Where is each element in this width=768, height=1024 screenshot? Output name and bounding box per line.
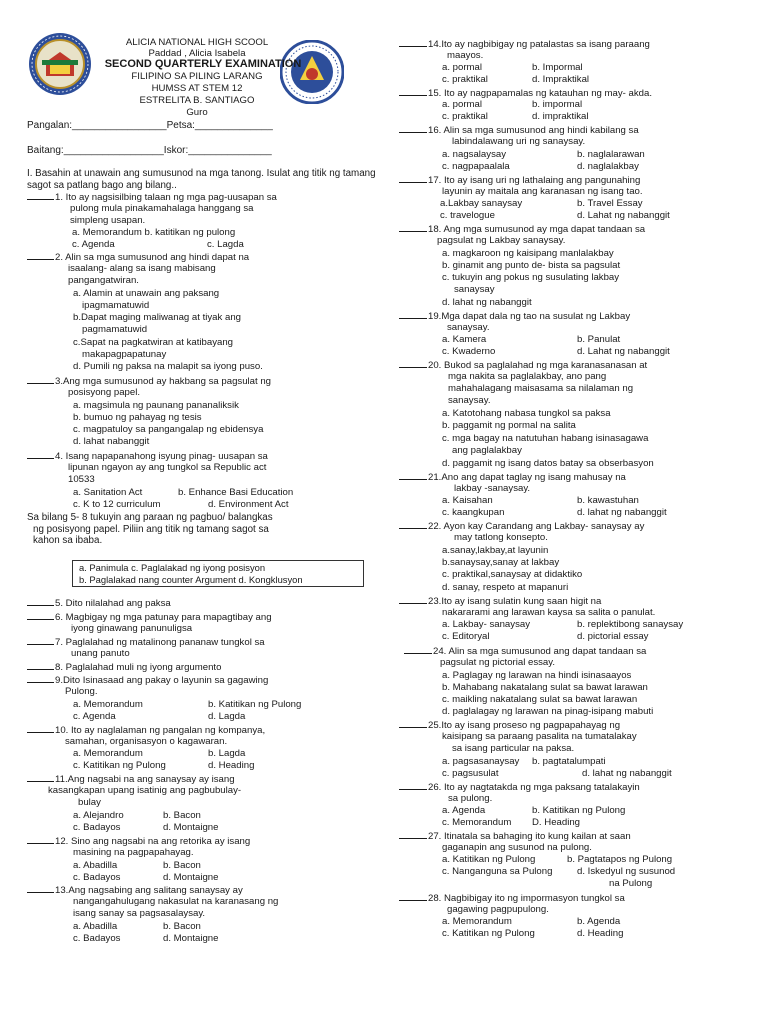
question-22-cont: may tatlong konsepto. xyxy=(454,532,548,543)
option-a: a.sanay,lakbay,at layunin xyxy=(442,545,549,556)
option-b: b.Dapat maging maliwanag at tiyak ang xyxy=(73,312,241,323)
subject-title: FILIPINO SA PILING LARANG xyxy=(131,71,263,82)
question-3-cont: posisyong papel. xyxy=(68,387,141,398)
question-25-cont: sa isang particular na paksa. xyxy=(452,743,575,754)
question-28-cont: gagawing pagpupulong. xyxy=(447,904,549,915)
answer-blank[interactable] xyxy=(399,830,427,839)
option-c-cont: makapagpapatunay xyxy=(82,349,167,360)
question-2-cont: pangangatwiran. xyxy=(68,275,139,286)
question-24: 24. Alin sa mga sumusunod ang dapat tandaan sa xyxy=(404,645,646,658)
option-a: a. Paglagay ng larawan na hindi isinasaayos xyxy=(442,670,632,681)
question-2-cont: isaalang- alang sa isang mabisang xyxy=(68,263,216,274)
answer-blank[interactable] xyxy=(399,595,427,604)
choices-box xyxy=(72,560,364,587)
option-b: b. ginamit ang punto de- bista sa pagsulat xyxy=(442,260,621,271)
question-7: 7. Paglalahad ng matalinong pananaw tungkol sa xyxy=(27,636,265,649)
question-14-cont: maayos. xyxy=(447,50,484,61)
option-c: c. magpatuloy sa pangangalap ng ebidensya xyxy=(73,424,264,435)
question-11: 11.Ang nagsabi na ang sanaysay ay isang xyxy=(27,773,235,786)
question-1-cont: pulong mula pinakamahalaga hanggang sa xyxy=(70,203,254,214)
question-3: 3.Ang mga sumusunod ay hakbang sa pagsulat ng xyxy=(27,375,271,388)
answer-blank[interactable] xyxy=(27,636,54,645)
question-15: 15. Ito ay nagpapamalas ng katauhan ng may- akda. xyxy=(399,87,652,100)
question-18: 18. Ang mga sumusunod ay mga dapat tandaan sa xyxy=(399,223,645,236)
answer-blank[interactable] xyxy=(399,359,427,368)
question-4-cont: lipunan ngayon ay ang tungkol sa Republic act xyxy=(68,462,267,473)
question-13: 13.Ang nagsabing ang salitang sanaysay ay xyxy=(27,884,243,897)
option-a: a. Alamin at unawain ang paksang xyxy=(73,288,220,299)
question-9: 9.Dito Isinasaad ang pakay o layunin sa gagawing xyxy=(27,674,268,687)
option-c: c. mga bagay na natutuhan habang isinasagawa xyxy=(442,433,649,444)
answer-blank[interactable] xyxy=(27,661,54,670)
option-a: a. magkaroon ng kaisipang manlalakbay xyxy=(442,248,614,259)
question-1-cont: simpleng usapan. xyxy=(70,215,146,226)
name-date-field[interactable]: Pangalan:_________________Petsa:______________ xyxy=(27,120,273,131)
question-7-cont: unang panuto xyxy=(71,648,130,659)
answer-blank[interactable] xyxy=(399,38,427,47)
answer-blank[interactable] xyxy=(27,597,54,606)
answer-blank[interactable] xyxy=(27,674,54,683)
answer-blank[interactable] xyxy=(399,174,427,183)
answer-blank[interactable] xyxy=(27,835,54,844)
option-a-cont: ipagmamatuwid xyxy=(82,300,150,311)
question-20: 20. Bukod sa paglalahad ng mga karanasanasan at xyxy=(399,359,647,372)
question-20-cont: mga nakita sa paglalakbay, ano pang xyxy=(448,371,607,382)
answer-blank[interactable] xyxy=(404,645,432,654)
choices-line-2: b. Paglalakad nang counter Argument d. Kongklusyon xyxy=(79,573,303,585)
question-21: 21.Ano ang dapat taglay ng isang mahusay na xyxy=(399,471,626,484)
choices-line-1: a. Panimula c. Paglalakad ng iyong posisyon xyxy=(79,562,266,573)
question-5: 5. Dito nilalahad ang paksa xyxy=(27,597,171,610)
exam-page: ALICIA NATIONAL HIGH SCOOL Paddad , Alicia Isabela SECOND QUARTERLY EXAMINATION FILIPINO SA PILING LARANG HUMSS AT STEM 12 ESTRELITA B. SANTIAGO Guro Pangalan:_________________Petsa:______________ Baitang:__________________Iskor:_______________ I. Basahin at unawain ang sumusunod na mga tanong. Isulat ang titik ng tamang sagot sa patlang bago ang bilang.. 1. Ito ay nagsisilbing talaan ng mga pag-uusapan sa pulong mula pinakamahalaga hanggang sa simpleng usapan. a. Memorandum b. katitikan ng pulong c. Agenda c. Lagda 2. Alin sa mga sumusunod ang hindi dapat na isaalang- alang sa isang mabisang pangangatwiran. a. Alamin at unawain ang paksang ipagmamatuwid b.Dapat maging maliwanag at tiyak ang pagmamatuwid c.Sapat na pagkatwiran at katibayang makapagpapatunay d. Pumili ng paksa na malapit sa iyong puso. 3.Ang mga sumusunod ay hakbang sa pagsulat ng posisyong papel. a. magsimula ng paunang pananaliksik b. bumuo ng pahayag ng tesis c. magpatuloy sa pangangalap ng ebidensya d. lahat nabanggit 4. Isang napapanahong isyung pinag- uusapan sa lipunan ngayon ay ang tungkol sa Republic act 10533 a. Sanitation Act b. Enhance Basi Education c. K to 12 curriculum d. Environment Act Sa bilang 5- 8 tukuyin ang paraan ng pagbuo/ balangkas ng posisyong papel. Piliin ang titik ng tamang sagot sa kahon sa ibaba. a. Panimula c. Paglalakad ng iyong posisyon b. Paglalakad nang counter Argument d. Kongklusyon 5. Dito nilalahad ang paksa 6. Magbigay ng mga patunay para mapagtibay ang iyong ginawang panunuligsa 7. Paglalahad ng matalinong pananaw tungkol sa unang panuto 8. Paglalahad muli ng iyong argumento 9.Dito Isinasaad ang pakay o layunin sa gagawing Pulong. a. Memorandum b. Katitikan ng Pulong c. Agenda d. Lagda 10. Ito ay naglalaman ng pangalan ng kompanya, samahan, organisasyon o kagawaran. a. Memorandum b. Lagda c. Katitikan ng Pulong d. Heading 11.Ang nagsabi na ang sanaysay ay isang kasangkapan upang isatinig ang pagbubulay- bulay a. Alejandro b. Bacon c. Badayos d. Montaigne 12. Sino ang nagsabi na ang retorika ay isang masining na pagpapahayag. a. Abadilla b. Bacon c. Badayos d. Montaigne 13.Ang nagsabing ang salitang sanaysay ay nangangahulugang nakasulat na karanasang ng isang sanay sa pagsasalaysay. a. Abadilla b. Bacon c. Badayos d. Montaigne 14.Ito ay nagbibigay ng patalastas sa isang paraang maayos. a. pormal b. Impormal c. praktikal d. Impraktikal 15. Ito ay nagpapamalas ng katauhan ng may- akda. a. pormal b. impormal c. praktikal d. impraktikal 16. Alin sa mga sumusunod ang hindi kabilang sa labindalawang uri ng sanaysay. a. nagsalaysay b. naglalarawan c. nagpapaalala d. naglalakbay 17. Ito ay isang uri ng lathalaing ang pangunahing layunin ay maitala ang karanasan ng isang tao. a.Lakbay sanaysay b. Travel Essay c. travelogue d. Lahat ng nabanggit 18. Ang mga sumusunod ay mga dapat tandaan sa pagsulat ng Lakbay sanaysay. a. magkaroon ng kaisipang manlalakbay b. ginamit ang punto de- bista sa pagsulat c. tukuyin ang pokus ng susulating lakbay sanaysay d. lahat ng nabanggit 19.Mga dapat dala ng tao na susulat ng Lakbay sanaysay. a. Kamera b. Panulat c. Kwaderno d. Lahat ng nabanggit 20. Bukod sa paglalahad ng mga karanasanasan at mga nakita sa paglalakbay, ano pang mahahalagang maisasama sa nilalaman ng sanaysay. a. Katotohang nabasa tungkol sa paksa b. paggamit ng pormal na salita c. mga bagay na natutuhan habang isinasagawa ang paglalakbay d. paggamit ng isang datos batay sa obserbasyon 21.Ano ang dapat taglay ng isang mahusay na lakbay -sanaysay. a. Kaisahan b. kawastuhan c. kaangkupan d. lahat ng nabanggit 22. Ayon kay Carandang ang Lakbay- sanaysay ay may tatlong konsepto. a.sanay,lakbay,at layunin b.sanaysay,sanay at lakbay c. praktikal,sanaysay at didaktiko d. sanay, respeto at mapanuri 23.Ito ay isang sulatin kung saan higit na nakararami ang larawan kaysa sa salita o panulat. a. Lakbay- sanaysay b. replektibong sanaysay c. Editoryal d. pictorial essay 24. Alin sa mga sumusunod ang dapat tandaan sa pagsulat ng pictorial essay. a. Paglagay ng larawan na hindi isinasaayos b. Mahabang nakatalang sulat sa bawat larawan c. maikling nakatalang sulat sa bawat larawan d. paglalagay ng larawan na pinag-isipang mabuti 25.Ito ay isang proseso ng pagpapahayag ng kaisipang sa paraang pasalita na tumatalakay sa isang particular na paksa. a. pagsasanaysay b. pagtatalumpati c. pagsusulat d. lahat ng nabanggit 26. Ito ay nagtatakda ng mga paksang tatalakayin sa pulong. a. Agenda b. Katitikan ng Pulong c. Memorandum D. Heading 27. Itinatala sa bahaging ito kung kailan at saan gaganapin ang susunod na pulong. a. Katitikan ng Pulong b. Pagtatapos ng Pulong c. Nanganguna sa Pulong d. Iskedyul ng susunod na Pulong 28. Nagbibigay ito ng impormasyon tungkol sa gagawing pagpupulong. a. Memorandum b. Agenda c. Katitikan ng Pulong d. Heading xyxy=(0,0,768,1024)
answer-blank[interactable] xyxy=(27,884,54,893)
question-10-cont: samahan, organisasyon o kagawaran. xyxy=(65,736,228,747)
option-d: d. lahat ng nabanggit xyxy=(442,297,532,308)
option-b: b. bumuo ng pahayag ng tesis xyxy=(73,412,202,423)
option-d: d. paggamit ng isang datos batay sa obserbasyon xyxy=(442,458,654,469)
answer-blank[interactable] xyxy=(399,781,427,790)
instructions-part1: I. Basahin at unawain ang sumusunod na mga tanong. Isulat ang titik ng tamang sagot sa patlang bago ang bilang.. xyxy=(27,168,376,191)
question-23-cont: nakararami ang larawan kaysa sa salita o panulat. xyxy=(442,607,656,618)
option-a: a. Katotohang nabasa tungkol sa paksa xyxy=(442,408,611,419)
option-c: c.Sapat na pagkatwiran at katibayang xyxy=(73,337,234,348)
question-4: 4. Isang napapanahong isyung pinag- uusapan sa xyxy=(27,450,268,463)
question-13-cont: nangangahulugang nakasulat na karanasang ng xyxy=(73,896,279,907)
question-25: 25.Ito ay isang proseso ng pagpapahayag ng xyxy=(399,719,620,732)
answer-blank[interactable] xyxy=(399,87,427,96)
answer-blank[interactable] xyxy=(27,251,54,260)
question-6: 6. Magbigay ng mga patunay para mapagtibay ang xyxy=(27,611,272,624)
option-row: a. Memorandum b. katitikan ng pulong xyxy=(72,227,236,238)
question-17: 17. Ito ay isang uri ng lathalaing ang pangunahing xyxy=(399,174,640,187)
question-2: 2. Alin sa mga sumusunod ang hindi dapat na xyxy=(27,251,249,264)
answer-blank[interactable] xyxy=(27,191,54,200)
option-c: c. maikling nakatalang sulat sa bawat larawan xyxy=(442,694,638,705)
question-11-cont: kasangkapan upang isatinig ang pagbubulay- xyxy=(48,785,242,796)
option-c: c. praktikal,sanaysay at didaktiko xyxy=(442,569,583,580)
option-d: d. paglalagay ng larawan na pinag-isipang mabuti xyxy=(442,706,654,717)
question-27-cont: gaganapin ang susunod na pulong. xyxy=(442,842,592,853)
answer-blank[interactable] xyxy=(399,719,427,728)
school-seal-icon xyxy=(28,32,92,96)
option-d-cont: na Pulong xyxy=(609,878,653,889)
answer-blank[interactable] xyxy=(27,375,54,384)
option-b-cont: pagmamatuwid xyxy=(82,324,148,335)
teacher-name: ESTRELITA B. SANTIAGO xyxy=(139,95,255,106)
question-23: 23.Ito ay isang sulatin kung saan higit na xyxy=(399,595,601,608)
question-12: 12. Sino ang nagsabi na ang retorika ay isang xyxy=(27,835,250,848)
option-d: d. lahat nabanggit xyxy=(73,436,150,447)
option-b: b. Mahabang nakatalang sulat sa bawat larawan xyxy=(442,682,648,693)
question-24-cont: pagsulat ng pictorial essay. xyxy=(440,657,556,668)
answer-blank[interactable] xyxy=(27,724,54,733)
answer-blank[interactable] xyxy=(399,310,427,319)
question-17-cont: layunin ay maitala ang karanasan ng isang tao. xyxy=(442,186,643,197)
question-21-cont: lakbay -sanaysay. xyxy=(454,483,531,494)
exam-title: SECOND QUARTERLY EXAMINATION xyxy=(104,58,302,70)
answer-blank[interactable] xyxy=(399,520,427,529)
question-14: 14.Ito ay nagbibigay ng patalastas sa isang paraang xyxy=(399,38,650,51)
option-d: d. Pumili ng paksa na malapit sa iyong puso. xyxy=(73,361,263,372)
question-9-cont: Pulong. xyxy=(65,686,98,697)
answer-blank[interactable] xyxy=(399,892,427,901)
question-19-cont: sanaysay. xyxy=(447,322,490,333)
teacher-role: Guro xyxy=(186,107,208,118)
question-11-cont: bulay xyxy=(78,797,101,808)
option-b: b. paggamit ng pormal na salita xyxy=(442,420,576,431)
question-22: 22. Ayon kay Carandang ang Lakbay- sanaysay ay xyxy=(399,520,644,533)
question-13-cont: isang sanay sa pagsasalaysay. xyxy=(73,908,206,919)
question-25-cont: kaisipang sa paraang pasalita na tumatalakay xyxy=(442,731,637,742)
option-c-cont: ang paglalakbay xyxy=(452,445,522,456)
answer-blank[interactable] xyxy=(27,611,54,620)
instructions-part2: Sa bilang 5- 8 tukuyin ang paraan ng pagbuo/ balangkas ng posisyong papel. Piliin ang titik ng tamang sagot sa kahon sa ibaba. xyxy=(27,512,273,546)
question-27: 27. Itinatala sa bahaging ito kung kailan at saan xyxy=(399,830,631,843)
question-16-cont: labindalawang uri ng sanaysay. xyxy=(452,136,586,147)
question-20-cont: mahahalagang maisasama sa nilalaman ng xyxy=(448,383,634,394)
question-8: 8. Paglalahad muli ng iyong argumento xyxy=(27,661,221,674)
question-6-cont: iyong ginawang panunuligsa xyxy=(71,623,193,634)
question-20-cont: sanaysay. xyxy=(448,395,491,406)
question-28: 28. Nagbibigay ito ng impormasyon tungkol sa xyxy=(399,892,625,905)
question-10: 10. Ito ay naglalaman ng pangalan ng kompanya, xyxy=(27,724,265,737)
option-b: b.sanaysay,sanay at lakbay xyxy=(442,557,560,568)
question-18-cont: pagsulat ng Lakbay sanaysay. xyxy=(437,235,566,246)
answer-blank[interactable] xyxy=(27,450,54,459)
grade-score-field[interactable]: Baitang:__________________Iskor:_______________ xyxy=(27,145,272,156)
strand-title: HUMSS AT STEM 12 xyxy=(151,83,243,94)
option-c-cont: sanaysay xyxy=(454,284,495,295)
question-12-cont: masining na pagpapahayag. xyxy=(73,847,194,858)
question-26: 26. Ito ay nagtatakda ng mga paksang tatalakayin xyxy=(399,781,640,794)
school-address: Paddad , Alicia Isabela xyxy=(148,48,246,59)
answer-blank[interactable] xyxy=(399,223,427,232)
option-a: a. magsimula ng paunang pananaliksik xyxy=(73,400,239,411)
question-1: 1. Ito ay nagsisilbing talaan ng mga pag-uusapan sa xyxy=(27,191,277,204)
question-16: 16. Alin sa mga sumusunod ang hindi kabilang sa xyxy=(399,124,639,137)
question-19: 19.Mga dapat dala ng tao na susulat ng Lakbay xyxy=(399,310,630,323)
answer-blank[interactable] xyxy=(399,124,427,133)
answer-blank[interactable] xyxy=(27,773,54,782)
option-c: c. tukuyin ang pokus ng susulating lakbay xyxy=(442,272,620,283)
option-d: d. sanay, respeto at mapanuri xyxy=(442,582,569,593)
school-name: ALICIA NATIONAL HIGH SCOOL xyxy=(125,37,269,48)
answer-blank[interactable] xyxy=(399,471,427,480)
question-4-cont: 10533 xyxy=(68,474,95,485)
question-26-cont: sa pulong. xyxy=(448,793,493,804)
